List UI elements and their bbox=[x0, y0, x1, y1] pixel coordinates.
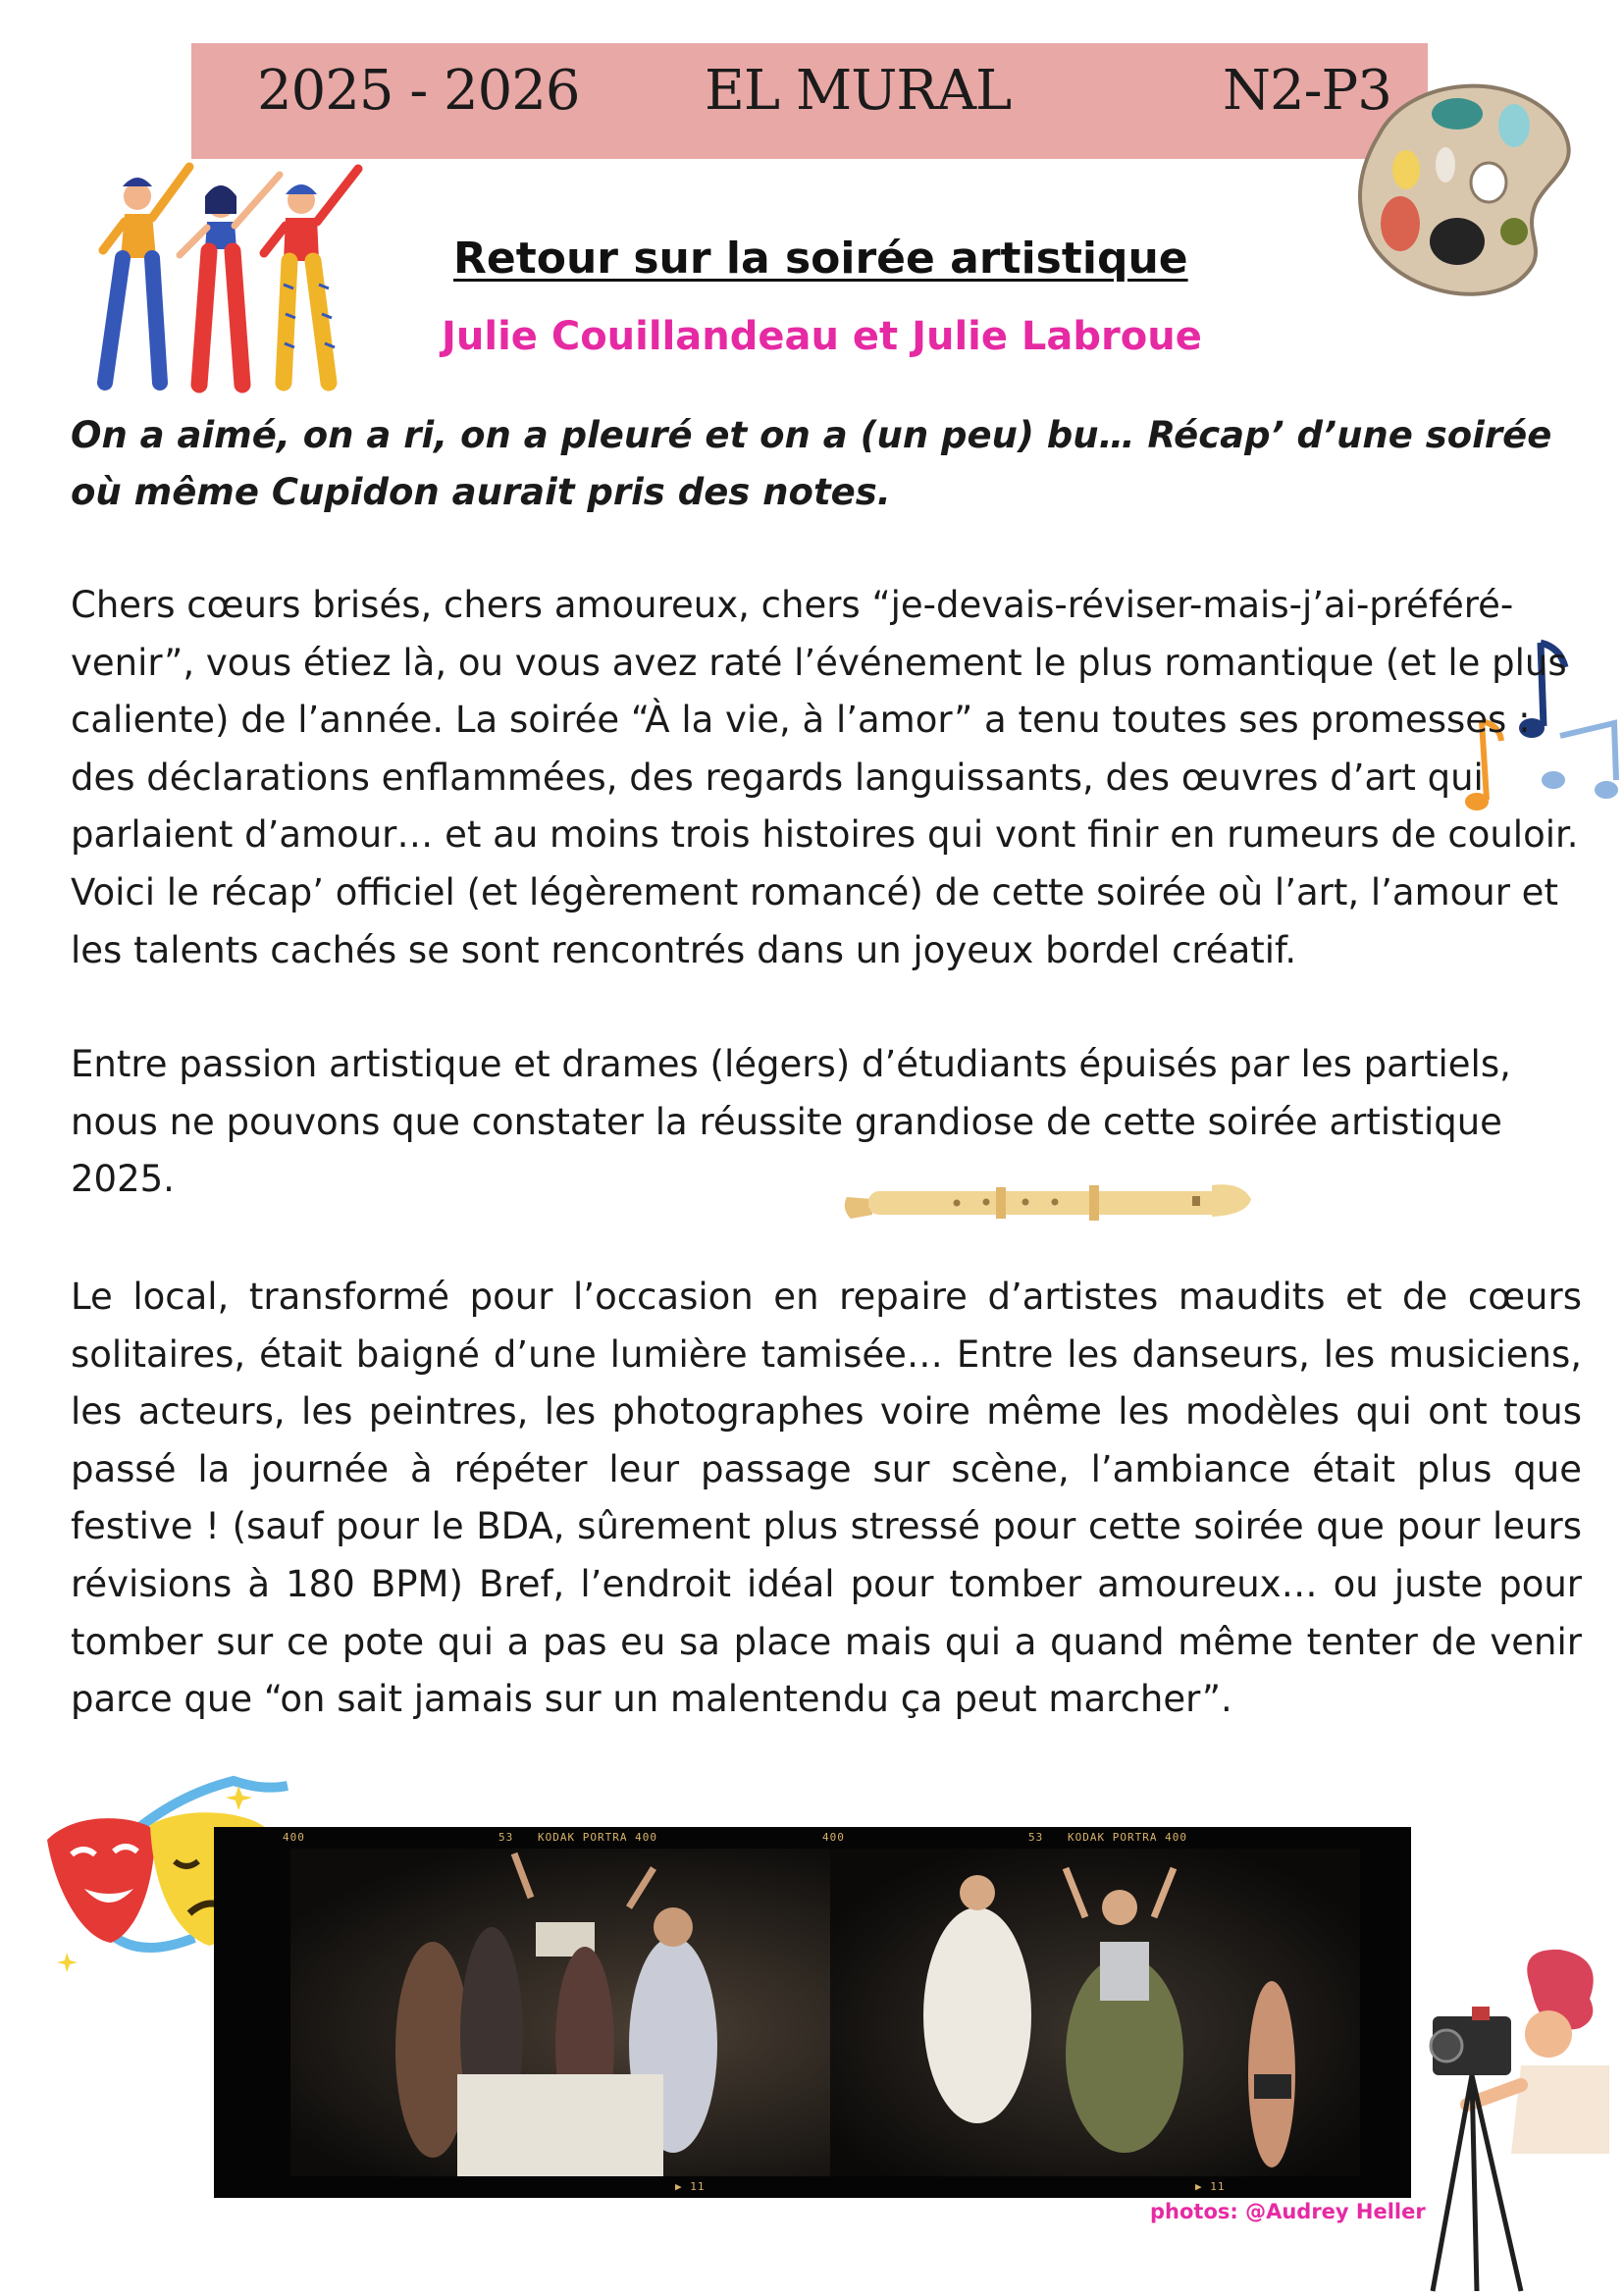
film-edge-marker: ▶ 11 bbox=[1195, 2180, 1226, 2193]
article-title: Retour sur la soirée artistique bbox=[453, 234, 1188, 284]
photographer-illustration bbox=[1413, 1948, 1624, 2296]
stage-photo-2-image bbox=[830, 1849, 1360, 2176]
article-authors: Julie Couillandeau et Julie Labroue bbox=[442, 314, 1202, 359]
photo-filmstrip bbox=[214, 1827, 1411, 2198]
article-paragraph-2: Entre passion artistique et drames (légers) d’étudiants épuisés par les partiels, nous ne pouvons que constater la réussite grandiose de cette soirée artistique 2025. bbox=[71, 1043, 1511, 1201]
film-stock-label: KODAK PORTRA 400 bbox=[538, 1831, 657, 1844]
film-frame-number: 53 bbox=[498, 1831, 514, 1844]
film-frame-number: 53 bbox=[1028, 1831, 1044, 1844]
issue-year: 2025 - 2026 bbox=[257, 59, 580, 123]
film-frame-number: 400 bbox=[822, 1831, 845, 1844]
paint-palette-icon bbox=[1339, 57, 1585, 302]
film-edge-marker: ▶ 11 bbox=[675, 2180, 706, 2193]
recorder-flute-icon bbox=[839, 1168, 1256, 1236]
masthead-title: EL MURAL bbox=[705, 59, 1012, 123]
film-stock-label: KODAK PORTRA 400 bbox=[1068, 1831, 1187, 1844]
dancers-illustration bbox=[83, 157, 378, 397]
film-frame-number: 400 bbox=[283, 1831, 305, 1844]
article-paragraph-1: Chers cœurs brisés, chers amoureux, chers “je-devais-réviser-mais-j’ai-préféré-venir”, vous étiez là, ou vous avez raté l’événement le plus romantique (et le plus caliente) de l’année. La soirée “À la vie, à l’amor” a tenu toutes ses promesses : des déclarations enflammées, des regards languissants, des œuvres d’art qui parlaient d’amour… et au moins trois histoires qui vont finir en rumeurs de couloir. Voici le récap’ officiel (et légèrement romancé) de cette soirée où l’art, l’amour et les talents cachés se sont rencontrés dans un joyeux bordel créatif. bbox=[71, 584, 1579, 971]
article-paragraph-3: Le local, transformé pour l’occasion en repaire d’artistes maudits et de cœurs solitaires, était baigné d’une lumière tamisée… Entre les danseurs, les musiciens, les acteurs, les peintres, les photographes voire même les modèles qui ont tous passé la journée à répéter leur passage sur scène, l’ambiance était plus que festive ! (sauf pour le BDA, sûrement plus stressé pour cette soirée que pour leurs révisions à 180 BPM) Bref, l’endroit idéal pour tomber amoureux… ou juste pour tomber sur ce pote qui a pas eu sa place mais qui a quand même tenter de venir parce que “on sait jamais sur un malentendu ça peut marcher”. bbox=[71, 1276, 1582, 1721]
issue-number: N2-P3 bbox=[1223, 59, 1391, 123]
photo-credit: photos: @Audrey Heller bbox=[1150, 2200, 1426, 2223]
article-lede: On a aimé, on a ri, on a pleuré et on a (un peu) bu… Récap’ d’une soirée où même Cupidon aurait pris des notes. bbox=[71, 414, 1552, 513]
stage-photo-2 bbox=[830, 1849, 1360, 2176]
